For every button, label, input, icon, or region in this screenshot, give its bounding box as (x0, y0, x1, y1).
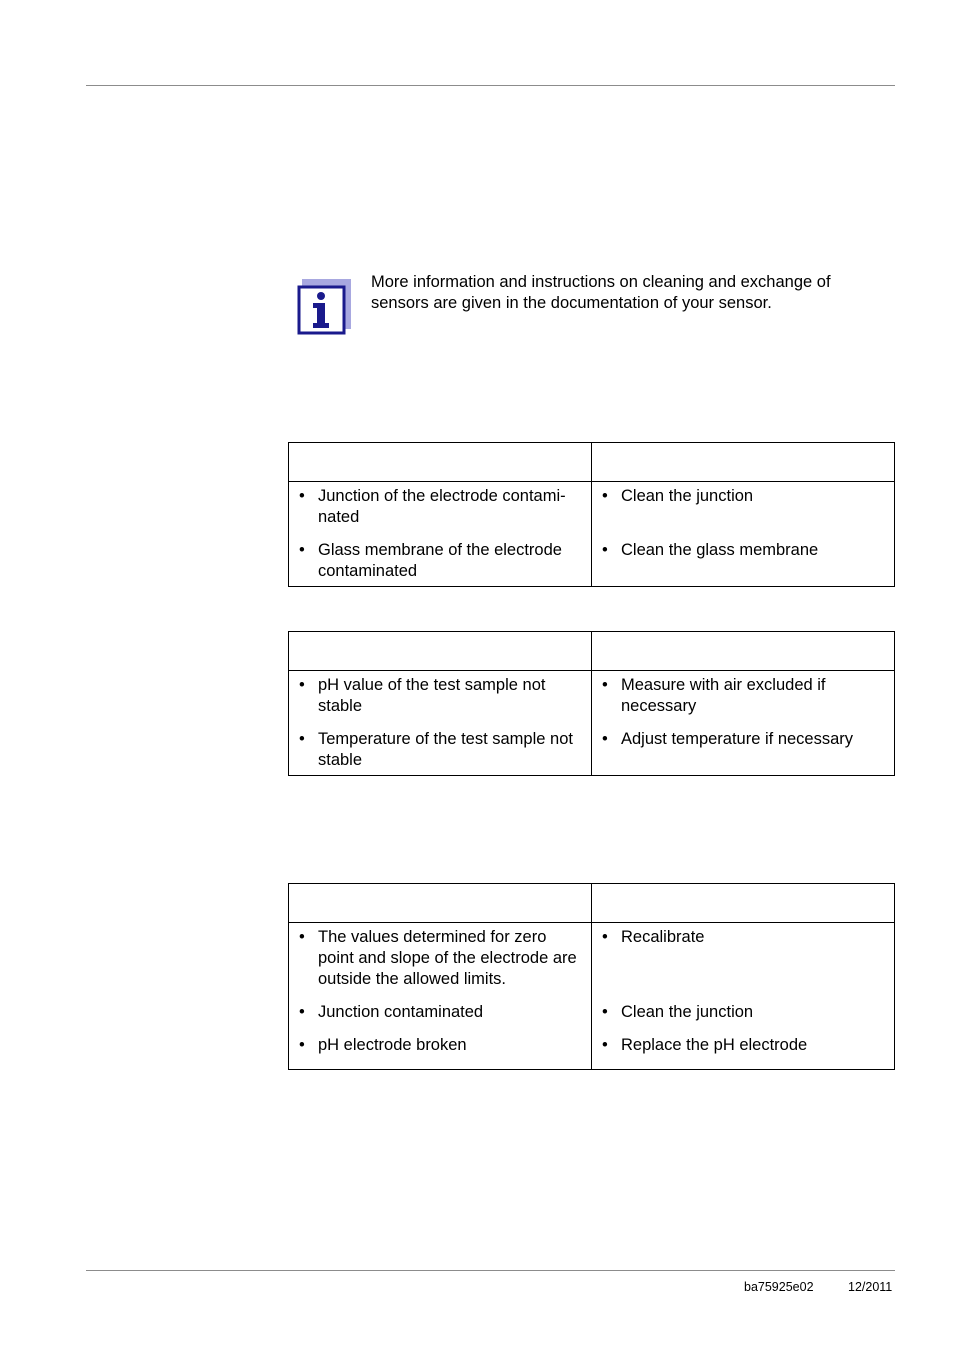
table-row (289, 482, 895, 587)
bullet: • (299, 1036, 305, 1054)
list-item (289, 1035, 591, 1069)
bullet: • (299, 1003, 305, 1021)
troubleshooting-table-3 (288, 883, 895, 1070)
bullet: • (299, 928, 305, 946)
header-cell-cause (289, 632, 592, 671)
troubleshooting-table-2 (288, 631, 895, 776)
table-header-row (289, 884, 895, 923)
cause-cell (289, 923, 592, 1070)
footer-date: 12/2011 (848, 1280, 893, 1294)
bullet: • (299, 541, 305, 559)
remedy-cell (592, 923, 895, 1070)
bullet: • (299, 487, 305, 505)
troubleshooting-table-1 (288, 442, 895, 587)
cause-text: pH electrode broken (318, 1036, 467, 1054)
remedy-text: Recalibrate (621, 928, 705, 946)
remedy-cell (592, 671, 895, 776)
info-icon (297, 279, 351, 335)
table-row (289, 671, 895, 776)
bullet: • (299, 676, 305, 694)
bullet: • (602, 1036, 608, 1054)
table-header-row (289, 632, 895, 671)
table-header-row (289, 443, 895, 482)
bullet: • (602, 928, 608, 946)
footer-doc-code: ba75925e02 (744, 1280, 814, 1294)
list-item (592, 675, 894, 729)
list-item (289, 927, 591, 1002)
list-item (289, 675, 591, 729)
list-item (289, 1002, 591, 1035)
cause-text: Junction contaminated (318, 1003, 484, 1021)
bullet: • (299, 730, 305, 748)
list-item (289, 540, 591, 586)
header-cell-remedy (592, 632, 895, 671)
list-item (592, 927, 894, 1002)
list-item (592, 486, 894, 540)
header-cell-cause (289, 884, 592, 923)
table-row (289, 923, 895, 1070)
list-item (289, 486, 591, 540)
header-rule (86, 85, 895, 86)
info-note-text: More information and instructions on cleaning and exchange of sensors are given in the documentation of your sensor. (371, 273, 831, 312)
bullet: • (602, 730, 608, 748)
cause-text: The values determined for zero point and slope of the electrode are outside the allowed limits. (318, 928, 577, 988)
cause-text: Temperature of the test sample not stable (318, 730, 573, 769)
list-item (592, 540, 894, 586)
remedy-text: Clean the glass membrane (621, 541, 819, 559)
cause-text: pH value of the test sample not stable (318, 676, 546, 715)
remedy-text: Replace the pH electrode (621, 1036, 808, 1054)
footer-rule (86, 1270, 895, 1271)
header-cell-cause (289, 443, 592, 482)
list-item (592, 1035, 894, 1069)
cause-cell (289, 671, 592, 776)
bullet: • (602, 676, 608, 694)
remedy-text: Adjust temperature if necessary (621, 730, 854, 748)
bullet: • (602, 487, 608, 505)
remedy-cell (592, 482, 895, 587)
cause-text: Glass membrane of the electrode contaminated (318, 541, 562, 580)
cause-cell (289, 482, 592, 587)
header-cell-remedy (592, 884, 895, 923)
list-item (592, 1002, 894, 1035)
bullet: • (602, 1003, 608, 1021)
remedy-text: Measure with air excluded if necessary (621, 676, 826, 715)
header-cell-remedy (592, 443, 895, 482)
list-item (592, 729, 894, 775)
list-item (289, 729, 591, 775)
cause-text: Junction of the electrode contami- nated (318, 487, 566, 526)
remedy-text: Clean the junction (621, 1003, 754, 1021)
bullet: • (602, 541, 608, 559)
remedy-text: Clean the junction (621, 487, 754, 505)
